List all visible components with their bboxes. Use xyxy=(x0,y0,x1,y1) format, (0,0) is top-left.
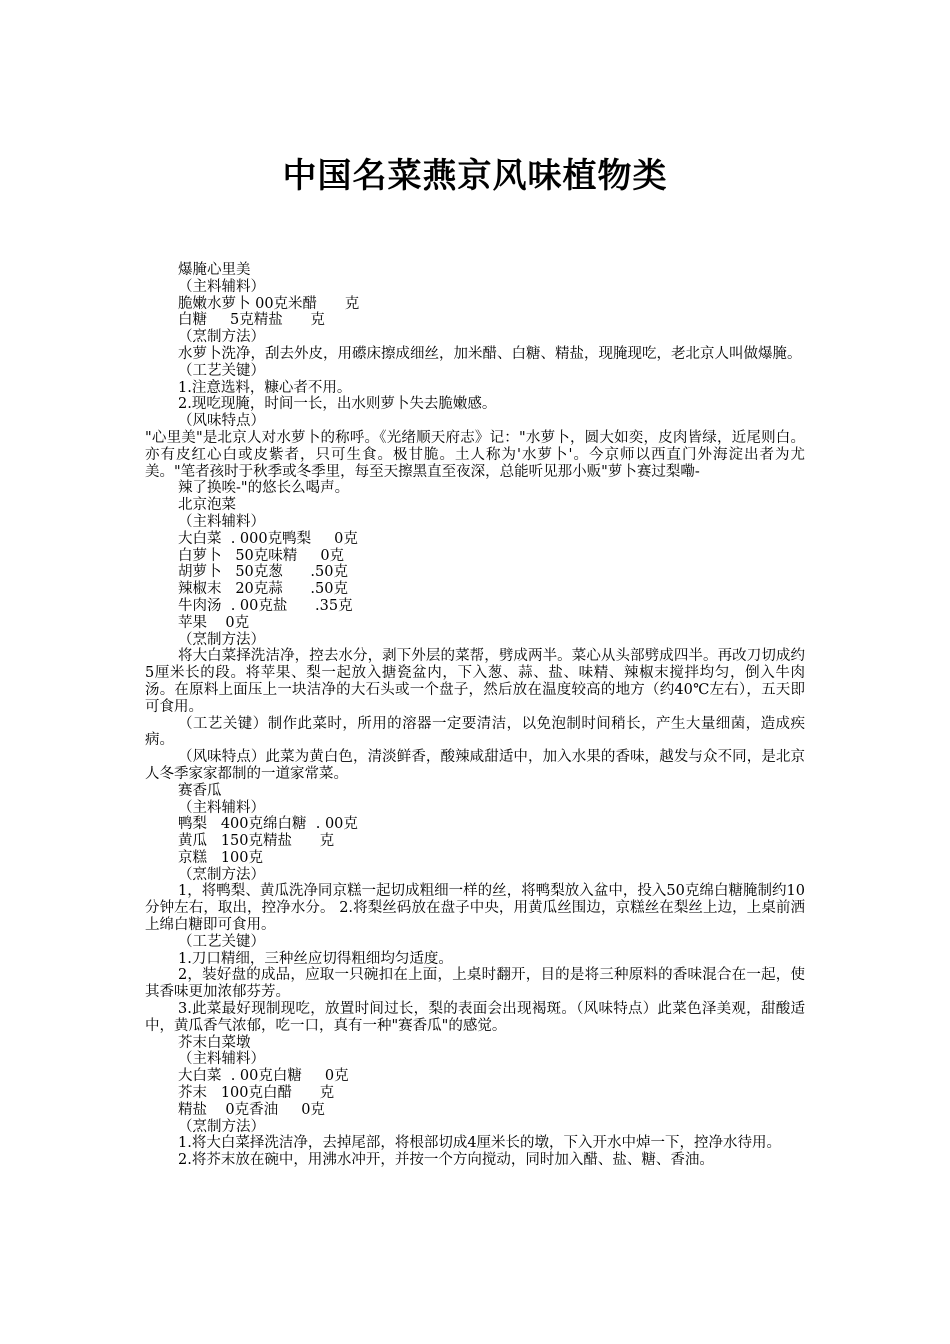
paragraph: 2，装好盘的成品，应取一只碗扣在上面，上桌时翻开，目的是将三种原料的香味混合在一起，使其香味更加浓郁芬芳。 xyxy=(145,967,805,1001)
ingredient-line: 黄瓜 150克精盐 克 xyxy=(178,833,335,850)
ingredient-line: 牛肉汤 . 00克盐 .35克 xyxy=(178,597,353,614)
ingredient-line: 鸭梨 400克绵白糖 . 00克 xyxy=(178,816,358,833)
paragraph: 2.将芥末放在碗中，用沸水冲开，并按一个方向搅动，同时加入醋、盐、糖、香油。 xyxy=(178,1152,714,1169)
ingredient-line: 苹果 0克 xyxy=(178,614,250,631)
ingredient-line: 白萝卜 50克味精 0克 xyxy=(178,547,345,564)
ingredient-line: 大白菜 . 00克白糖 0克 xyxy=(178,1068,349,1085)
paragraph: 1.将大白菜择洗洁净，去掉尾部，将根部切成4厘米长的墩，下入开水中焯一下，控净水待用。 xyxy=(178,1135,782,1152)
dish-name: 赛香瓜 xyxy=(178,782,222,799)
section-heading: （工艺关键） xyxy=(178,933,265,950)
paragraph: 2.现吃现腌，时间一长，出水则萝卜失去脆嫩感。 xyxy=(178,396,497,413)
paragraph: 1.刀口精细，三种丝应切得粗细均匀适度。 xyxy=(178,950,453,967)
paragraph: （工艺关键）制作此菜时，所用的溶器一定要清洁，以免泡制时间稍长，产生大量细菌，造成疾病。 xyxy=(145,715,805,749)
ingredient-line: 胡萝卜 50克葱 .50克 xyxy=(178,564,348,581)
dish-name: 北京泡菜 xyxy=(178,497,236,514)
dish-name: 芥末白菜墩 xyxy=(178,1034,251,1051)
section-heading: （风味特点） xyxy=(178,413,265,430)
page-title: 中国名菜燕京风味植物类 xyxy=(282,156,668,196)
paragraph: "心里美"是北京人对水萝卜的称呼。《光绪顺天府志》记："水萝卜，圆大如奕，皮肉皆绿，近尾则白。亦有皮红心白或皮紫者，只可生食。极甘脆。土人称为'水萝卜'。今京师以西直门外海淀出者为尤美。"笔者孩时于秋季或冬季里，每至天擦黑直至夜深，总能听见那小贩"萝卜赛过梨嘞- xyxy=(145,429,805,480)
paragraph: 辣了换唉-"的悠长么喝声。 xyxy=(178,480,350,497)
section-heading: （烹制方法） xyxy=(178,329,265,346)
section-heading: （主料辅料） xyxy=(178,278,265,295)
paragraph: 1，将鸭梨、黄瓜洗净同京糕一起切成粗细一样的丝，将鸭梨放入盆中，投入50克绵白糖腌制约10分钟左右，取出，控净水分。 2.将梨丝码放在盘子中央，用黄瓜丝围边，京糕丝在梨丝上边，上桌前洒上绵白糖即可食用。 xyxy=(145,883,805,934)
ingredient-line: 辣椒末 20克蒜 .50克 xyxy=(178,581,348,598)
section-heading: （烹制方法） xyxy=(178,631,265,648)
paragraph: 3.此菜最好现制现吃，放置时间过长，梨的表面会出现褐斑。（风味特点）此菜色泽美观，甜酸适中，黄瓜香气浓郁，吃一口，真有一种"赛香瓜"的感觉。 xyxy=(145,1001,805,1034)
paragraph: 1.注意选料，糠心者不用。 xyxy=(178,379,352,396)
ingredient-line: 京糕 100克 xyxy=(178,849,264,866)
section-heading: （烹制方法） xyxy=(178,1118,265,1135)
section-heading: （主料辅料） xyxy=(178,799,265,816)
dish-name: 爆腌心里美 xyxy=(178,262,251,278)
paragraph: （风味特点）此菜为黄白色，清淡鲜香，酸辣咸甜适中，加入水果的香味，越发与众不同，是北京人冬季家家都制的一道家常菜。 xyxy=(145,749,805,782)
ingredient-line: 白糖 5克精盐 克 xyxy=(178,312,325,329)
paragraph: 将大白菜择洗洁净，控去水分，剥下外层的菜帮，劈成两半。菜心从头部劈成四半。再改刀切成约5厘米长的段。将苹果、梨一起放入搪瓷盆内，下入葱、蒜、盐、味精、辣椒末搅拌均匀，倒入牛肉汤。在原料上面压上一块洁净的大石头或一个盘子，然后放在温度较高的地方（约40℃左右），五天即可食用。 xyxy=(145,648,805,715)
ingredient-line: 大白菜 . 000克鸭梨 0克 xyxy=(178,530,358,547)
ingredient-line: 芥末 100克白醋 克 xyxy=(178,1085,335,1102)
ingredient-line: 脆嫩水萝卜 00克米醋 克 xyxy=(178,295,360,312)
document-body xyxy=(145,262,805,1169)
ingredient-line: 精盐 0克香油 0克 xyxy=(178,1101,325,1118)
section-heading: （工艺关键） xyxy=(178,362,265,379)
paragraph: 水萝卜洗净，刮去外皮，用礤床擦成细丝，加米醋、白糖、精盐，现腌现吃，老北京人叫做爆腌。 xyxy=(178,345,802,362)
section-heading: （主料辅料） xyxy=(178,513,265,530)
section-heading: （烹制方法） xyxy=(178,866,265,883)
section-heading: （主料辅料） xyxy=(178,1051,265,1068)
